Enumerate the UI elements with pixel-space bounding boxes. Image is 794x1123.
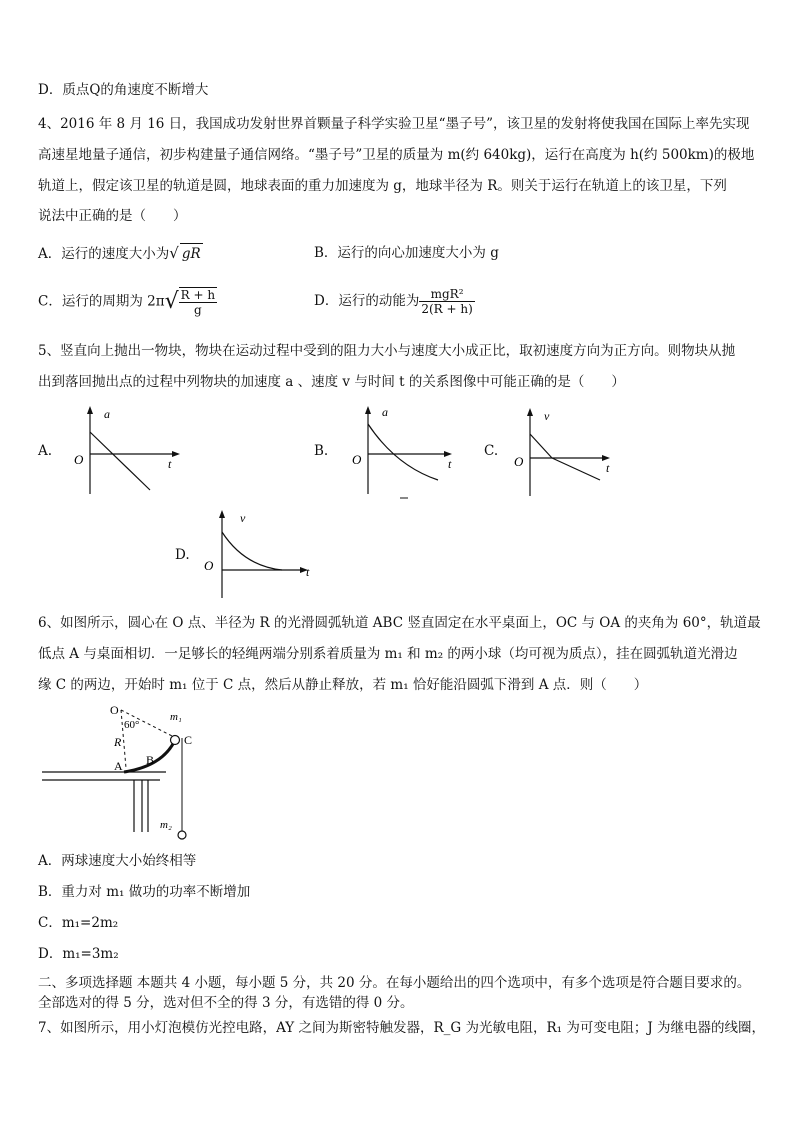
graph-b-label: B. xyxy=(314,443,329,459)
svg-text:O: O xyxy=(204,558,214,573)
q6-stem-line1: 6、如图所示，圆心在 O 点、半径为 R 的光滑圆弧轨道 ABC 竖直固定在水平桌面上，OC 与 OA 的夹角为 60°，轨道最 xyxy=(38,615,761,631)
graph-b xyxy=(346,404,466,500)
graph-c-label: C. xyxy=(484,443,499,459)
svg-text:t: t xyxy=(606,461,610,475)
q6-option-a: A．两球速度大小始终相等 xyxy=(38,853,197,869)
q4-option-b: B．运行的向心加速度大小为 g xyxy=(314,245,499,261)
graph-a xyxy=(66,404,196,496)
q6-stem-line2: 低点 A 与桌面相切．一足够长的轻绳两端分别系着质量为 m₁ 和 m₂ 的两小球（均可视为质点），挂在圆弧轨道光滑边 xyxy=(38,646,738,662)
q5-stem-line1: 5、竖直向上抛出一物块，物块在运动过程中受到的阻力大小与速度大小成正比，取初速度方向为正方向。则物块从抛 xyxy=(38,343,736,359)
svg-text:t: t xyxy=(448,457,452,471)
svg-text:O: O xyxy=(74,452,84,467)
q4-option-c: C．运行的周期为 2π√ $\frac{R + h}{g}$ xyxy=(38,288,216,317)
svg-text:60°: 60° xyxy=(124,719,140,731)
svg-text:t: t xyxy=(306,565,310,579)
svg-text:t: t xyxy=(168,457,172,471)
q5-stem-line2: 出到落回抛出点的过程中列物块的加速度 a 、速度 v 与时间 t 的关系图像中可能正确的是（ ） xyxy=(38,374,625,390)
svg-text:C: C xyxy=(184,733,193,747)
svg-text:v: v xyxy=(240,511,246,525)
q4-stem-line2: 高速星地量子通信，初步构建量子通信网络。“墨子号”卫星的质量为 m(约 640kg)，运行在高度为 h(约 500km)的极地 xyxy=(38,147,755,163)
graph-a-axis: a xyxy=(104,407,110,421)
graph-d-label: D. xyxy=(175,547,190,563)
q7-stem-line1: 7、如图所示，用小灯泡模仿光控电路，AY 之间为斯密特触发器，R_G 为光敏电阻，R₁ 为可变电阻；J 为继电器的线圈， xyxy=(38,1020,766,1036)
section2-line2: 全部选对的得 5 分，选对但不全的得 3 分，有选错的得 0 分。 xyxy=(38,995,414,1011)
q6-stem-line3: 缘 C 的两边，开始时 m₁ 位于 C 点，然后从静止释放，若 m₁ 恰好能沿圆弧下滑到 A 点．则（ ） xyxy=(38,677,648,693)
q4-stem-line3: 轨道上，假定该卫星的轨道是圆，地球表面的重力加速度为 g，地球半径为 R。则关于运行在轨道上的该卫星，下列 xyxy=(38,178,727,194)
section2-line1: 二、多项选择题 本题共 4 小题，每小题 5 分，共 20 分。在每小题给出的四个选项中，有多个选项是符合题目要求的。 xyxy=(38,975,751,991)
svg-text:O: O xyxy=(514,454,524,469)
q4-stem-line1: 4、2016 年 8 月 16 日，我国成功发射世界首颗量子科学实验卫星“墨子号”，该卫星的发射将使我国在国际上率先实现 xyxy=(38,116,750,132)
q3-option-d: D．质点Q的角速度不断增大 xyxy=(38,82,209,98)
graph-a-label: A. xyxy=(38,443,53,459)
graph-d xyxy=(200,508,320,600)
graph-c xyxy=(508,406,618,498)
q6-option-b: B．重力对 m₁ 做功的功率不断增加 xyxy=(38,884,251,900)
svg-text:m₁: m₁ xyxy=(170,711,182,723)
svg-text:a: a xyxy=(382,405,388,419)
svg-text:O: O xyxy=(352,452,362,467)
svg-text:B: B xyxy=(146,753,155,767)
q6-option-d: D．m₁=3m₂ xyxy=(38,946,119,962)
svg-text:A: A xyxy=(114,759,123,773)
svg-text:m₂: m₂ xyxy=(160,819,172,831)
q4-stem-line4: 说法中正确的是（ ） xyxy=(38,208,187,224)
q4-option-d: D．运行的动能为 $\frac{\text{mgR²}}{2(R + h)}$ xyxy=(314,287,473,316)
svg-text:R: R xyxy=(114,735,122,749)
q4-option-a: A．运行的速度大小为√ gR xyxy=(38,244,201,262)
svg-text:O: O xyxy=(110,703,119,717)
q6-option-c: C．m₁=2m₂ xyxy=(38,915,119,931)
q6-figure xyxy=(36,700,216,840)
svg-text:v: v xyxy=(544,409,550,423)
